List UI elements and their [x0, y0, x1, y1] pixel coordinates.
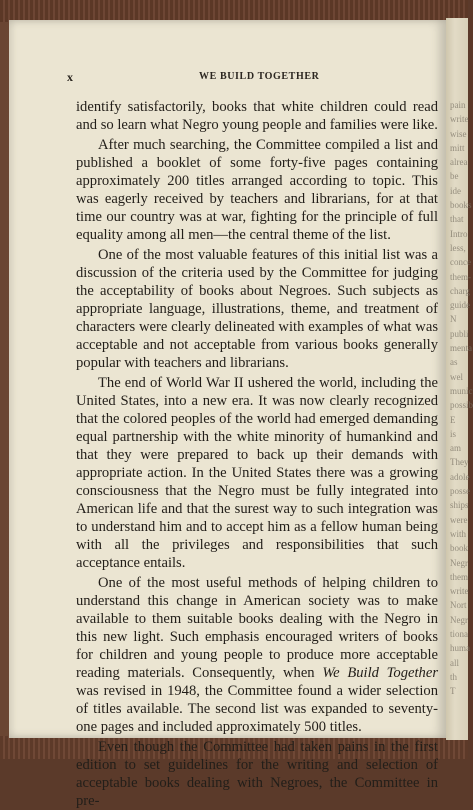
book-title-italic: We Build Together — [322, 665, 438, 681]
adjacent-page-fragment: alrea — [450, 157, 468, 168]
adjacent-page-fragment: that — [450, 214, 464, 225]
adjacent-page-fragment: munic — [450, 385, 473, 396]
adjacent-page-fragment: write — [450, 586, 469, 597]
body-text — [76, 98, 438, 810]
adjacent-page-fragment: Negr — [450, 557, 468, 568]
adjacent-page-fragment: Intro — [450, 228, 468, 239]
adjacent-page-text — [450, 98, 473, 698]
adjacent-page-fragment: menta — [450, 343, 472, 354]
adjacent-page-fragment: Nort — [450, 600, 467, 611]
adjacent-page-fragment: is am — [450, 428, 461, 454]
adjacent-page-fragment: They — [450, 457, 469, 468]
adjacent-page-fragment: possib — [450, 400, 473, 411]
adjacent-page-fragment: guide — [450, 300, 470, 311]
paragraph-5 — [76, 574, 438, 736]
running-head: WE BUILD TOGETHER — [199, 71, 320, 82]
adjacent-page-fragment: them- — [450, 271, 471, 282]
paragraph-5-part-2: was revised in 1948, the Committee found a wider selection of titles available. The second list was expanded to seventy-one pages and included approximately 500 titles. — [76, 683, 438, 735]
adjacent-page-fragment: N — [450, 314, 457, 325]
adjacent-page-fragment: be ide — [450, 171, 461, 196]
adjacent-page-fragment: posse — [450, 486, 470, 497]
adjacent-page-fragment: mitt — [450, 142, 465, 153]
adjacent-page-fragment: huma — [450, 643, 470, 654]
adjacent-page-fragment: books — [450, 200, 472, 211]
adjacent-page-fragment: write — [450, 114, 469, 125]
adjacent-page-fragment: all th — [450, 657, 459, 682]
adjacent-page-fragment: E — [450, 414, 456, 425]
paragraph-2: After much searching, the Committee compiled a list and published a booklet of some forty-five pages containing approximately 200 titles arranged according to topic. This was eagerly received by teachers and librarians, for at that time our country was at war, fighting for the principle of full equality among all men—the central theme of the list. — [76, 137, 438, 243]
paragraph-1: identify satisfactorily, books that white children could read and so learn what Negro young people and families were like. — [76, 99, 438, 133]
paragraph-3: One of the most valuable features of this initial list was a discussion of the criteria used by the Committee for judging the acceptability of books about Negroes. Such subjects as appropriate language, illustrations, theme, and treatment of characters were clearly delineated with examples of what was acceptable and not acceptable from various books generally popular with teachers and librarians. — [76, 247, 438, 371]
adjacent-page-fragment: them — [450, 571, 468, 582]
adjacent-page-fragment: as wel — [450, 357, 463, 382]
adjacent-page-fragment: T — [450, 686, 456, 697]
adjacent-page-edge — [446, 18, 473, 740]
adjacent-page-fragment: less, — [450, 242, 466, 253]
paragraph-4: The end of World War II ushered the world, including the United States, into a new era. It was now clearly recognized that the colored peoples of the world had emerged demanding equal partnership with the white minority of humankind and that they were prepared to back up their demands with appropriate action. In the United States there was a growing consciousness that the Negro must be fully integrated into American life and that the surest way to such integration was to understand him and to accept him as a fellow human being with all the privileges and responsibilities that such acceptance entails. — [76, 375, 438, 571]
paragraph-6: Even though the Committee had taken pains in the first edition to set guidelines for the writing and selection of acceptable books dealing with Negroes, the Committee in pre- — [76, 739, 438, 809]
cover-top-edge — [0, 0, 468, 22]
adjacent-page-fragment: charg — [450, 285, 470, 296]
page-header — [67, 70, 437, 84]
adjacent-page-fragment: Negr — [450, 614, 468, 625]
adjacent-page-fragment: adole — [450, 471, 470, 482]
adjacent-page-fragment: conce — [450, 257, 471, 268]
adjacent-page-fragment: book — [450, 543, 468, 554]
adjacent-page-fragment: ships — [450, 500, 469, 511]
page-number: x — [67, 70, 73, 84]
adjacent-page-fragment: were — [450, 514, 468, 525]
adjacent-page-fragment: pain — [450, 100, 466, 110]
paragraph-5-part-1: One of the most useful methods of helping children to understand this change in American society was to make available to them suitable books dealing with the Negro in this new light. Such emphasis encouraged writers of books for children and young people to produce more acceptable reading materials. Consequently, when — [76, 575, 438, 681]
adjacent-page-fragment: publi — [450, 328, 469, 339]
adjacent-page-fragment: wise — [450, 128, 467, 139]
adjacent-page-fragment: tiona — [450, 628, 468, 639]
adjacent-page-fragment: with — [450, 528, 467, 539]
